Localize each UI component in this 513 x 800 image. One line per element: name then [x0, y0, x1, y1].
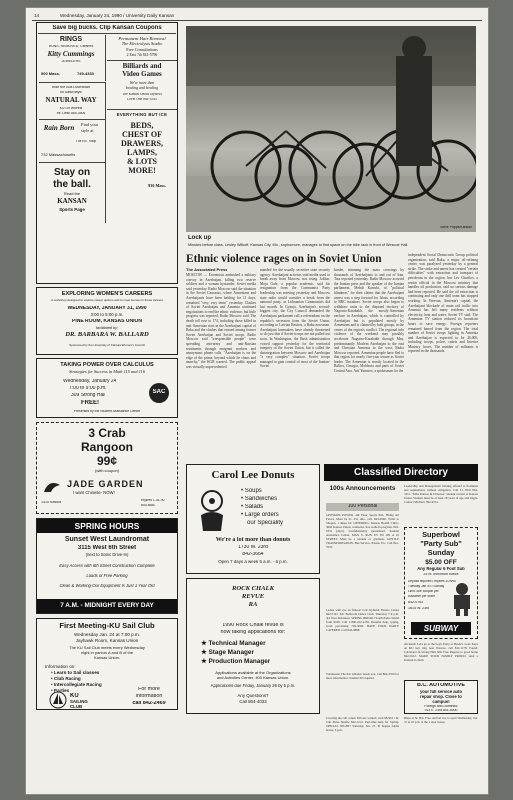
crab-rangoon-coupon[interactable]	[36, 422, 178, 514]
sail-more-1: For more	[138, 687, 160, 692]
furniture-coupon[interactable]	[107, 109, 177, 196]
furniture-line-5: & LOTS	[126, 158, 157, 166]
sail-line-2: Jayhawk Room, Kansas Union	[75, 638, 139, 643]
sac-logo	[149, 383, 169, 403]
sac-logo-text: SAC	[152, 389, 166, 395]
article-column-4: independent Social Democratic Group political organization, said Baku, a major oil-refining center, was paralyzed yesterday by a general strike. The strike and unrest has created "certain difficulties" with extraction and transport of petroleum in the region, but Lev Churilov, a senior official in the Moscow ministry that handles oil production, said no serious damage had been reported. He said the oil extraction is continuing and only one drill team has stopped working. In Yerevan, Armenia's capital, the Azerbaijani blockade of main rail traffic into Armenia has left many residents without electricity, heat and water, Soviet TV said. The Armenian TV station reduced its broadcast hours to save energy. Foreign reporters remained barred from the region. The total number of Soviet troops fighting in Armenia and Azerbaijan is expected to be 26,000, including troops, police, cadets and Interior Ministry forces. The number of militants is reported in the thousands.	[408, 253, 478, 354]
coupon-section	[36, 22, 178, 284]
billiards-title-1: Billiards and	[122, 63, 162, 70]
calculus-footer: Presented by the Student Assistance Center	[73, 410, 141, 413]
subway-line-2: Tuesday Jan 30 • Sunday	[408, 585, 445, 588]
laundromat-line-3: Clean & Working-Our Equipment Is Just 1 Year Old	[59, 584, 155, 588]
subway-sub: "Party Sub"	[420, 540, 462, 548]
revue-position-2: ★ Stage Manager	[201, 649, 254, 656]
laundromat-line-1: Easy Access with 6th Street Construction Complete	[59, 564, 155, 568]
furniture-line-4: LAMPS,	[127, 149, 157, 157]
careers-footer: Sponsored by the University of Kansas Women's Council	[69, 344, 145, 347]
revue-line-2: now taking applications for:	[220, 630, 286, 635]
bc-title: B.C. AUTOMOTIVE	[417, 683, 465, 688]
crab-line-2: Rangoon	[81, 441, 133, 454]
spring-hours-title: SPRING HOURS	[37, 519, 177, 533]
sail-line-4: night in parlors A and B of the	[80, 651, 134, 655]
donuts-phone: 842-3664	[242, 552, 264, 557]
stay-on-line-4: Sports Page	[59, 208, 85, 212]
classified-text-5: Bless at St. Bar. Free. Arrival Joe to open Wednesday, Jan. 31 at 10 p.m. at the 1 door house.	[404, 716, 478, 724]
sail-line-5: Kansas Union.	[93, 656, 120, 660]
bike-rack-photo	[186, 26, 476, 232]
bc-line-4: Foreign and Domestic	[424, 705, 458, 708]
donuts-item-2: • Sandwiches	[241, 496, 278, 502]
bc-line-1: your full service auto	[419, 690, 463, 694]
electrolysis-studio: The Electrolysis Studio	[121, 42, 163, 46]
coupon-banner: Save big bucks. Clip Kansan Coupons	[52, 25, 162, 31]
billiards-title-2: Video Games	[122, 71, 162, 78]
calculus-free: FREE!	[81, 400, 99, 406]
subway-address: 1814 W. 23rd	[408, 607, 430, 610]
classified-text-4: An insult: Let's go to the boys! Party at Hawk's. Lost: Keys on KU key ring near Wescoe, call 842-1178. Found: Calculator in Strong Hall 309. Free Puppies to good home 842-5612. MAKE YOUR FAMILY PROUD, send a Kansan to them.	[404, 642, 478, 662]
football-player-icon	[449, 582, 475, 616]
donuts-ad[interactable]	[186, 464, 320, 574]
revue-due: Applications due Friday, January 26 by 5 p.m.	[210, 684, 296, 688]
donuts-item-5: our Speciality	[247, 520, 284, 526]
billiards-line-1: We're more than	[129, 81, 155, 85]
revue-logo-2: REVUE	[241, 593, 265, 600]
subway-day: Sunday	[427, 549, 455, 557]
revue-position-1: ★ Technical Manager	[201, 640, 266, 647]
billiards-line-2: bowling and bowling	[125, 86, 159, 90]
sail-line-3: The KU Sail Club meets every Wednesday	[69, 646, 145, 650]
rock-chalk-revue-ad[interactable]	[186, 578, 320, 714]
classified-section-announcements: 100s Announcements	[329, 485, 396, 492]
article-byline: The Associated Press	[186, 268, 228, 272]
article-column-3: border, trimming the mass crossings by thousands of Azerbaijanis to and out of Iran, Tass reported yesterday. Radio Moscow accused the Iranian press and the speaker of the Iranian parliament, Mehdi Karrubi, of "political blindness" for their claims that the Azerbaijani unrest was a step forward for Islam, according to BBC monitors. Soviet troops also began to withdraw units to the disputed territory of Nagorno-Karabakh, the mostly-Armenian enclave in Azerbaijan, which is controlled by Azerbaijan but is populated mostly by Armenians and is claimed by both groups, in the center of the region's conflict. The regional info violence of the weekend may possibly accelerate Nagorno-Karabakh through May, predominantly Moslem Azerbaijan to the east and Christian Armenia to the west, Radio Moscow reported. Armenian people have fled to that region for nearly five-year tenure as Soviet leader. The Armenian is mostly located in the Baltics, Georgia, Moldavia and parts of Soviet Central Asia. Arif Yunusov, a spokesman for the	[334, 268, 404, 374]
rings-brand: Kitty Cummings	[47, 51, 95, 58]
sail-item-2: • Club Racing	[51, 676, 81, 681]
careers-place: PINE ROOM, KANSAS UNION	[71, 319, 142, 324]
laundromat-near: (next to Sonic Drive-In)	[85, 553, 129, 557]
revue-position-3: ★ Production Manager	[201, 658, 271, 665]
article-headline: Ethnic violence rages on in Soviet Union	[186, 253, 382, 265]
rings-phone: 749-4333	[77, 72, 94, 76]
furniture-address: 936 Mass.	[148, 184, 166, 188]
natural-way-line-4: Inf. Desk 864-3506	[56, 112, 86, 115]
natural-way-title: NATURAL WAY	[45, 97, 97, 104]
sail-logo-2: SAILING	[70, 700, 88, 704]
newspaper-page	[26, 8, 488, 794]
sail-phone: call 842-2469	[132, 701, 166, 706]
donuts-tagline: We're a lot more than donuts	[215, 537, 291, 543]
stay-on-ball-coupon[interactable]	[39, 162, 106, 223]
jade-garden-phone: 843-8650	[141, 504, 156, 507]
crab-price: 99¢	[96, 455, 118, 468]
calculus-ad[interactable]	[36, 358, 178, 418]
sail-club-title: First Meeting-KU Sail Club	[59, 622, 155, 630]
electrolysis-address: 2 East 7th 841-5796	[126, 53, 158, 57]
subway-coupon[interactable]	[404, 527, 478, 639]
photo-credit: Steve Puppe/Kansan	[440, 226, 472, 230]
revue-line-1: 1990 Rock Chalk revue is	[222, 623, 284, 628]
electrolysis-coupon[interactable]	[107, 35, 177, 59]
electrolysis-title: Permanent Hair Removal	[118, 36, 166, 41]
jade-garden-address: 1410 Kasold	[41, 501, 61, 504]
donut-mascot-icon	[195, 487, 229, 533]
stay-on-line-1: Stay on	[53, 167, 91, 178]
revue-availability-1: Applications available at the Organizations	[215, 671, 291, 675]
jade-garden-logo-icon	[43, 479, 61, 493]
revue-logo-3: RA	[248, 601, 258, 608]
sail-logo-1: KU	[70, 693, 79, 699]
subway-price: $5.00 OFF	[425, 559, 457, 566]
bc-line-3: campus!	[432, 700, 450, 704]
billiards-line-3: The Kansas Union Jaybowl	[122, 93, 162, 96]
furniture-line-6: MORE!	[128, 167, 156, 175]
revue-availability-2: and Activities Center, 400 Kansas Union.	[216, 676, 290, 680]
sail-item-4: • Parties	[51, 688, 70, 693]
revue-call: Call 864-4033	[239, 700, 267, 704]
rings-title: RINGS	[59, 36, 83, 43]
donuts-title: Carol Lee Donuts	[211, 469, 295, 481]
furniture-line-1: BEDS,	[130, 122, 154, 130]
jade-garden-slogan: I want Chinese- NOW!	[73, 491, 115, 495]
header-rule	[32, 20, 482, 21]
subway-title: Superbowl	[422, 531, 460, 539]
classified-text-3: Leadership and Management training offered to freshmen and sophomores without obligation. Call Lt. Hall 864-3311. "Miss Kansas & Universe" student contest at Kansas Union. Women must be at least 18 years of age and single. Contact Michael, 842-9331.	[404, 484, 478, 504]
classified-title: Classified Directory	[324, 464, 478, 481]
donuts-hours: Open 7 days a week 5 a.m. - 6 p.m.	[218, 560, 288, 564]
careers-sub: A workshop designed to explore career options and to meet women in those careers	[51, 299, 163, 302]
bc-automotive-ad[interactable]	[404, 680, 478, 714]
bc-line-5: 913 E. 23rd 841-6000	[424, 709, 458, 712]
laundromat-ad[interactable]	[36, 518, 178, 614]
sail-line-1: Wednesday Jan. 24 at 7:00 p.m.	[73, 632, 141, 637]
laundromat-line-2: Loads of Free Parking	[86, 574, 128, 578]
classified-text-7: Volunteers! The KU Alliance needs you. Call 864-3550 for more information. Student ID required.	[326, 672, 399, 680]
natural-way-line-3: KU On Wheels	[59, 107, 83, 110]
rule	[38, 33, 176, 34]
careers-time: 3:00 to 5:00 p.m.	[90, 313, 124, 317]
photo-caption: Minutes before class, Lesley Wilkoff, Kansas City, Mo., sophomore, manages to find space on the bike rack in front of Wescoe Hall.	[188, 243, 409, 247]
bc-line-2: repair shop. Close to	[420, 695, 462, 699]
careers-date: WEDNESDAY, JANUARY 31, 1990	[67, 306, 147, 311]
rain-born-address: 732 Massachusetts	[41, 153, 76, 157]
sail-item-3: • Intercollegiate Racing	[51, 682, 102, 687]
rain-born-line-1: Find your	[81, 123, 99, 127]
careers-presenter: DR. BARBARA W. BALLARD	[65, 331, 149, 338]
calculus-sub: Strategies for Success in Math 115 and 116	[69, 370, 145, 374]
donuts-item-3: • Salads	[241, 504, 264, 510]
sail-more-2: information	[135, 694, 163, 699]
crab-expires: expires 1-31-90	[141, 499, 165, 502]
calculus-date: Wednesday, January 24	[63, 379, 117, 384]
classified-text-1: JAYHAWK POWER. 4th Floor Sports Pub. Hiring All Floors, Must be 21. For info, call, 843-0000. Write to Shogun, 1 Rupe Dr. OFFERING: Kansas Health Clinic, 3600 Kansas Union, counselor, free walk-in program. 843-0331 (days). Confidentiality guaranteed. Student Assistance Center. MAX Y. RUN US TO ON A 10 STREET. Must be a student or graduate. GENTLE TRANSPORTATION. Bus Service, Passes, Etc. Call 841-5555.	[326, 513, 399, 549]
donuts-item-1: • Soups	[241, 488, 262, 494]
subway-logo: SUBWAY	[411, 622, 471, 635]
donuts-item-4: • Large orders	[241, 512, 279, 518]
subway-min: 24 hr. minimum notice	[423, 573, 459, 576]
calculus-place: 309 Strong Hall	[71, 393, 106, 398]
billiards-coupon[interactable]	[107, 60, 177, 109]
bicycle-icon	[186, 26, 476, 232]
rings-line: RUNS, REMOVED, Cleaned	[48, 45, 94, 48]
page-number: 14	[34, 13, 40, 18]
classified-text-6: Crossing the call center. Drivers wanted, earn $8-$10 / hr. Call Pizza Shuttle 842-1212. Part-time help for Spring. SPECIAL NIGHT! Saturday, Jan. 27. Pi Kappa Alpha house, 9 p.m.	[326, 716, 399, 732]
rain-born-line-3: The Etc. Shop	[75, 140, 97, 143]
laundromat-address: 3115 West 6th Street	[77, 545, 137, 551]
natural-way-coupon[interactable]	[39, 82, 106, 119]
revue-logo-1: ROCK CHALK	[232, 585, 274, 592]
furniture-line-2: CHEST OF	[121, 131, 163, 139]
stay-on-line-3: Read the	[63, 192, 81, 196]
article-column-2: manded for the usually secretive state security agency. Azerbaijani activists said media used to break away from Moscow was rising. Jokhar, Moja Gafe, a popular academic, said his resignation from the Communist Party leadership was meeting yesterday and Moscow state radio would consider a break from the national party, as Lithuanian Communists did last month. In Gyanja, Azerbaijan's second-biggest city, the City Council demanded the Azerbaijani parliament call a referendum on the republic's secession from the Soviet Union, according to Latvian Reuters, a Baku newsman. Azerbaijani lawmakers have already threatened to do just that if Soviet troops are not pulled out soon. In Washington, the Bush administration voiced support yesterday for the territorial integrity of the Soviet Union, but it called the disintegration between Moscow and Azerbaijan "a very complex" situation. Soviet troops managed to gain control of most of the Iranian-Soviet	[260, 268, 330, 369]
rings-brand-sub: JEWELERS	[61, 60, 81, 63]
classified-section-personal: 100 Personal	[347, 504, 378, 509]
donuts-address: 1730 W. 23rd	[238, 545, 268, 550]
calculus-title: TAKING POWER OVER CALCULUS	[60, 362, 154, 368]
careers-facilitated: facilitated by:	[95, 326, 119, 330]
rain-born-coupon[interactable]	[39, 119, 106, 162]
laundromat-name: Sunset West Laundromat	[64, 536, 150, 543]
jade-garden-name: JADE GARDEN	[67, 480, 144, 489]
electrolysis-consult: Free Consultations	[126, 48, 158, 52]
dateline: Wednesday, January 24, 1990 / University Daily Kansan	[60, 13, 175, 18]
sail-logo-3: CLUB	[70, 705, 83, 709]
kansan-logo: KANSAN	[57, 198, 87, 205]
crab-with-coupon: (with coupon)	[94, 469, 119, 473]
rain-born-brand: Rain Born	[43, 125, 75, 132]
rain-born-line-2: style at	[81, 129, 94, 133]
classified-text-2: Ladies with eye on fitness! Call Jayhawk Fitness Center 842-5101. KU Ballroom Dance Club, Thursday 7-9 p.m. 3rd floor Robinson. SPRING BREAK! South Padre Island from $199. Call 1-800-222-4139. Resume help, typing, word processing 749-5066. HAVE YOUR PARTY CATERED. Call 843-9898.	[326, 608, 399, 632]
subway-phone: 842-0763	[408, 601, 424, 604]
laundromat-hours: 7 A.M. - MIDNIGHT EVERY DAY	[37, 599, 177, 613]
sail-item-1: • Learn to Sail classes	[51, 670, 100, 675]
natural-way-line-2: on Saturdays!	[59, 91, 83, 94]
billiards-line-4: Level One 864-3545	[127, 98, 157, 101]
revue-question: Any Questions?	[237, 694, 269, 698]
careers-title: EXPLORING WOMEN'S CAREERS	[61, 291, 153, 297]
rings-address: 900 Mass.	[41, 72, 60, 76]
subway-any: Any Regular 6 Foot Sub	[417, 567, 465, 571]
sail-club-ad[interactable]	[36, 618, 178, 710]
calculus-time: 7:00 to 9:00 p.m.	[69, 386, 107, 391]
subway-line-1: Deposit required • expires 1/29/90	[408, 580, 457, 583]
subway-line-4: customer per order	[408, 595, 435, 598]
careers-ad[interactable]	[36, 287, 178, 355]
sail-info: Information on:	[45, 664, 76, 669]
furniture-title: EVERYTHING BUT ICE	[116, 113, 168, 117]
natural-way-line-1: Ride the Bus Downtown	[51, 86, 91, 89]
sailboat-icon	[49, 691, 67, 709]
rings-coupon[interactable]	[39, 35, 106, 81]
photo-caption-title: Lock up	[188, 235, 212, 241]
crab-line-1: 3 Crab	[88, 427, 126, 440]
stay-on-line-2: the ball.	[53, 179, 91, 190]
subway-line-3: Limit: one coupon per	[408, 590, 439, 593]
article-column-1: MOSCOW — Extremists ambushed a military convoy in Azerbaijan, killing two reserve soldiers and a woman bystander, Soviet media said yesterday. Radio Moscow said the situation in the Soviet Caucasus, where Armenians and Azerbaijanis have been battling for 11 days, remained "very, very tense" yesterday. Clashes of Soviet Azerbaijan and Armenia continued negotiations to end the ethnic violence, but little progress was reported, Radio Moscow said. The death toll rose to 174, including those killed in anti-Armenian riots in the Azerbaijani capital of Baku and the clashes that ensued among former Soviet Azerbaijan and Soviet troops. Radio Moscow said "irresponsible people" were spreading anti-army and anti-Russian sentiments through emigrant workers and anonymous phone calls. "Azerbaijan is on the edge of the prime, beyond which lie chaos and anarchy," the KGB warned. The public appeal was virtually unprecedented	[186, 273, 256, 369]
furniture-line-3: DRAWERS,	[120, 140, 163, 148]
